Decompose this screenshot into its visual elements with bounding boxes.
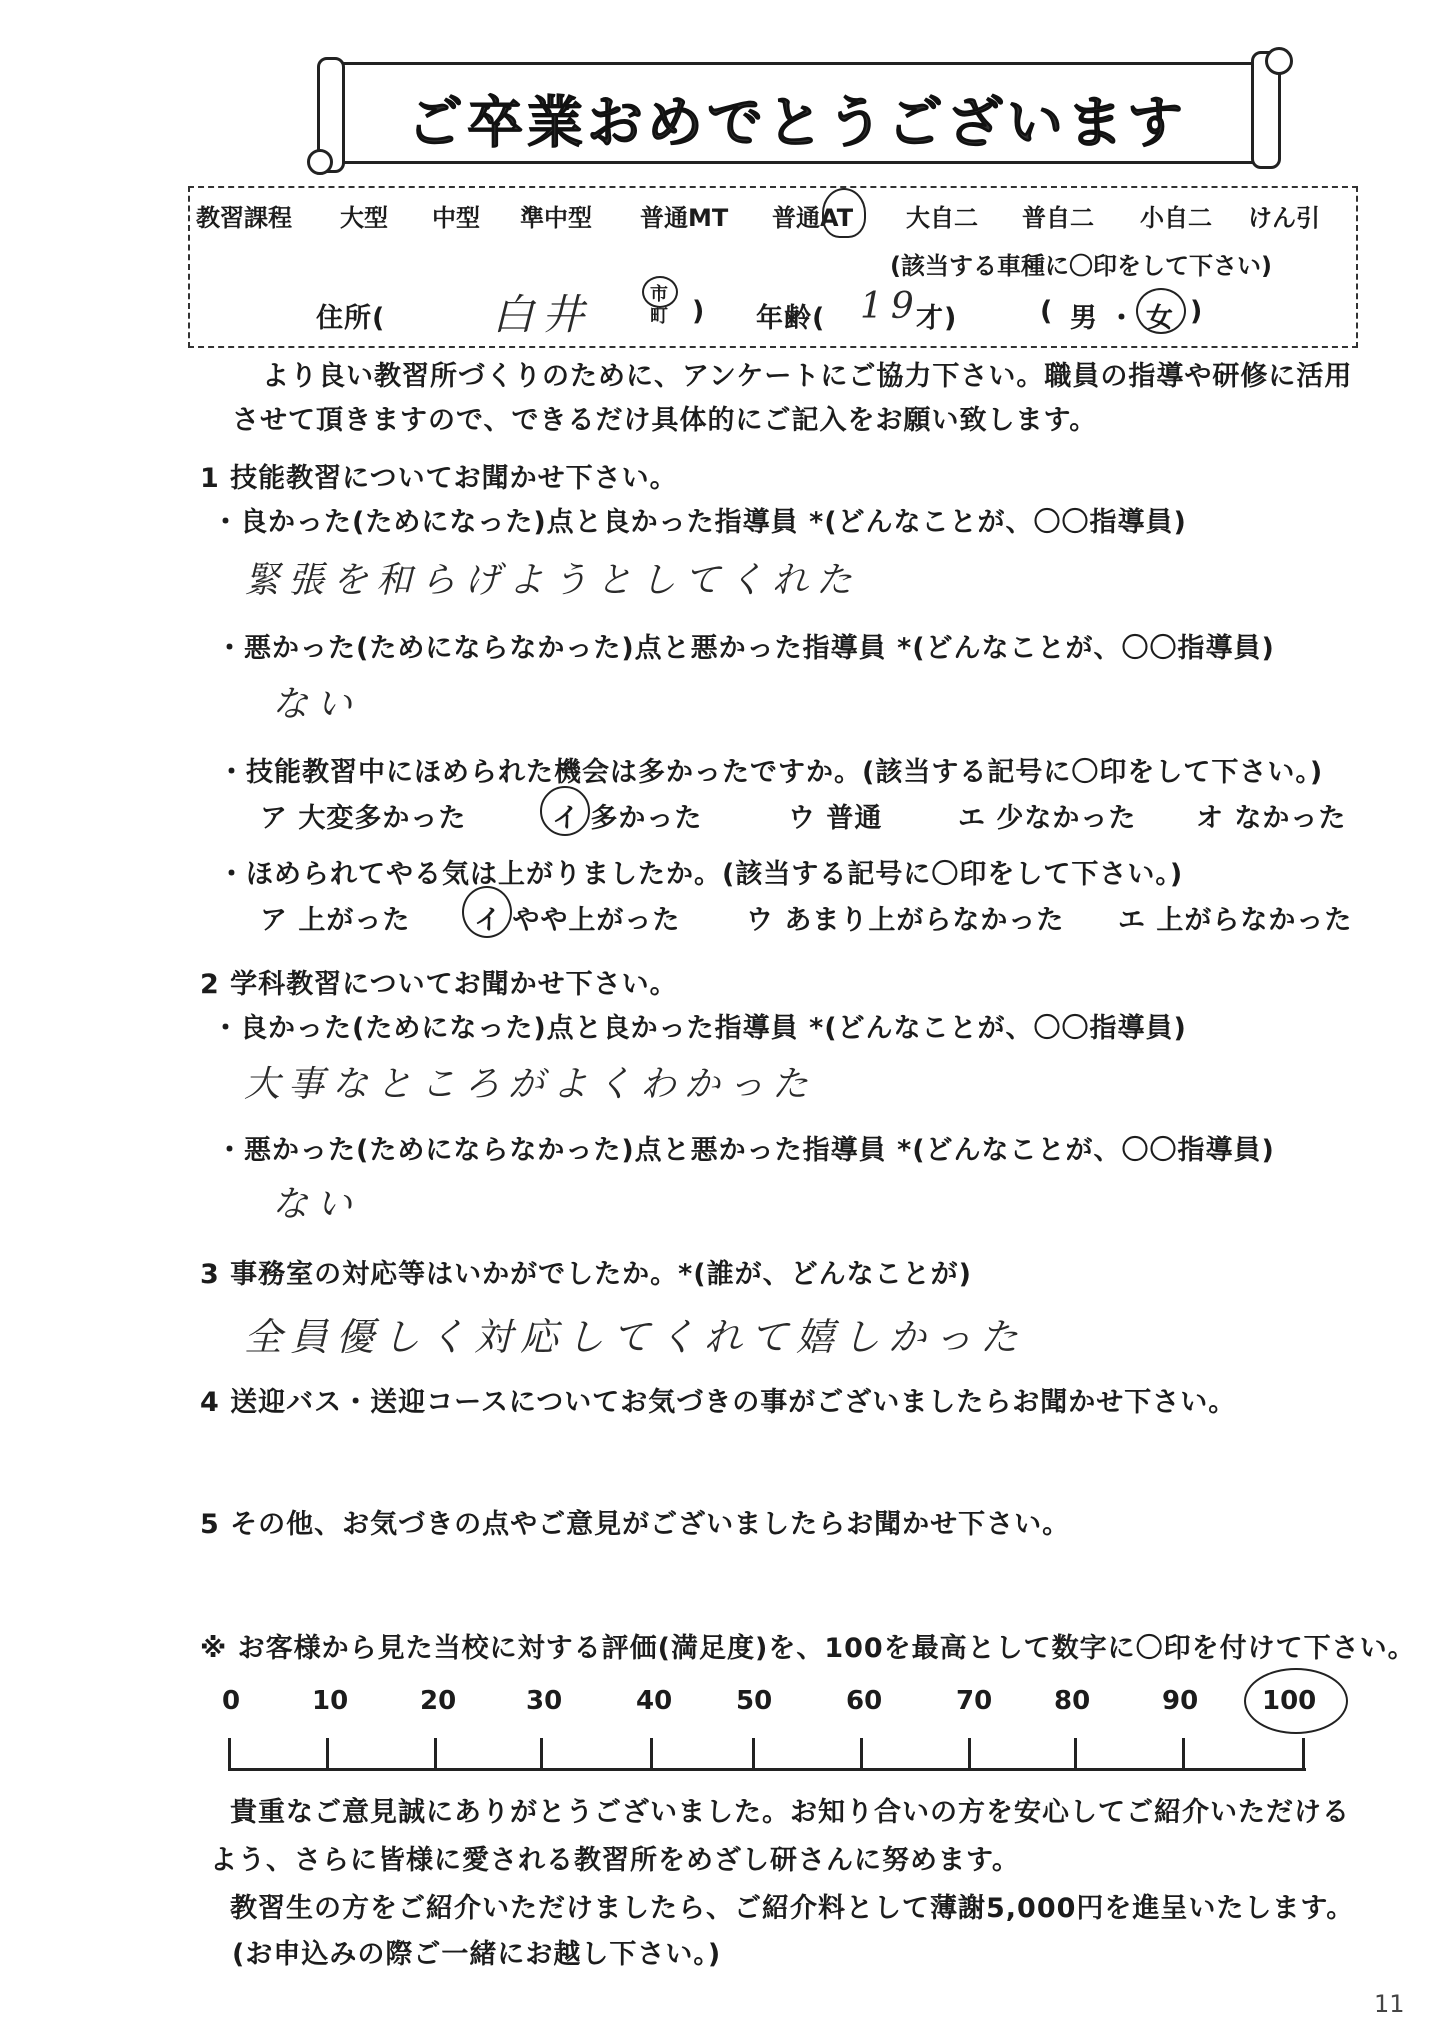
scroll-curl-left-bottom bbox=[307, 149, 333, 175]
page-mark: 11 bbox=[1374, 1990, 1405, 2018]
q1-heading: 1 技能教習についてお聞かせ下さい。 bbox=[200, 463, 678, 494]
age-value[interactable]: 19 bbox=[860, 286, 922, 327]
scale-tick bbox=[650, 1738, 653, 1770]
gender-female[interactable]: 女 bbox=[1146, 303, 1174, 334]
footer-line-4: (お申込みの際ご一緒にお越し下さい。) bbox=[232, 1939, 722, 1970]
course-option[interactable]: 中型 bbox=[432, 204, 480, 232]
q3-answer[interactable]: 全員優しく対応してくれて嬉しかった bbox=[244, 1315, 1027, 1359]
scale-tick bbox=[1182, 1738, 1185, 1770]
scale-number[interactable]: 0 bbox=[222, 1686, 241, 1716]
q3-heading: 3 事務室の対応等はいかがでしたか。*(誰が、どんなことが) bbox=[200, 1259, 972, 1290]
q5-heading: 5 その他、お気づきの点やご意見がございましたらお聞かせ下さい。 bbox=[200, 1509, 1071, 1540]
selection-circle bbox=[642, 276, 678, 308]
course-option[interactable]: けん引 bbox=[1248, 204, 1320, 232]
q1-motivation-option[interactable]: ア 上がった bbox=[260, 905, 411, 936]
gender-separator: ・ bbox=[1108, 303, 1136, 334]
scale-tick bbox=[1074, 1738, 1077, 1770]
selection-circle bbox=[1244, 1668, 1348, 1734]
scale-number[interactable]: 50 bbox=[736, 1686, 773, 1716]
q1-praise-option[interactable]: ア 大変多かった bbox=[260, 803, 467, 834]
scale-number[interactable]: 70 bbox=[956, 1686, 993, 1716]
scale-tick bbox=[752, 1738, 755, 1770]
q2-good-prompt: ・良かった(ためになった)点と良かった指導員 *(どんなことが、〇〇指導員) bbox=[212, 1013, 1187, 1044]
course-option[interactable]: 準中型 bbox=[520, 204, 592, 232]
selection-circle bbox=[462, 886, 512, 938]
selection-circle bbox=[540, 786, 590, 836]
q1-praise-option[interactable]: エ 少なかった bbox=[958, 803, 1137, 834]
q1-good-answer[interactable]: 緊張を和らげようとしてくれた bbox=[244, 560, 861, 601]
scale-tick bbox=[860, 1738, 863, 1770]
scale-tick bbox=[228, 1738, 231, 1770]
q1-motivation-prompt: ・ほめられてやる気は上がりましたか。(該当する記号に〇印をして下さい。) bbox=[218, 859, 1184, 890]
q1-bad-answer[interactable]: ない bbox=[272, 684, 361, 725]
address-unit-city: 市 bbox=[650, 284, 668, 305]
address-label: 住所( bbox=[316, 303, 386, 334]
intro-line-2: させて頂きますので、できるだけ具体的にご記入をお願い致します。 bbox=[232, 405, 1098, 436]
course-option[interactable]: 普自二 bbox=[1022, 204, 1094, 232]
course-instruction: (該当する車種に〇印をして下さい) bbox=[890, 252, 1272, 280]
footer-line-3: 教習生の方をご紹介いただけましたら、ご紹介料として薄謝5,000円を進呈いたします。 bbox=[230, 1893, 1355, 1924]
q1-motivation-option[interactable]: エ 上がらなかった bbox=[1118, 905, 1353, 936]
q1-praise-option[interactable]: ウ 普通 bbox=[788, 803, 883, 834]
selection-circle bbox=[1136, 288, 1186, 334]
footer-line-1: 貴重なご意見誠にありがとうございました。お知り合いの方を安心してご紹介いただける bbox=[230, 1797, 1350, 1828]
scale-tick bbox=[326, 1738, 329, 1770]
scale-number[interactable]: 90 bbox=[1162, 1686, 1199, 1716]
scale-number-selected[interactable]: 100 bbox=[1262, 1686, 1317, 1716]
gender-close: ) bbox=[1190, 296, 1204, 327]
q2-heading: 2 学科教習についてお聞かせ下さい。 bbox=[200, 969, 678, 1000]
course-option[interactable]: 大自二 bbox=[906, 204, 978, 232]
scale-tick bbox=[968, 1738, 971, 1770]
q1-praise-prompt: ・技能教習中にほめられた機会は多かったですか。(該当する記号に〇印をして下さい。) bbox=[218, 757, 1324, 788]
selection-circle bbox=[822, 188, 866, 238]
rating-prompt: ※ お客様から見た当校に対する評価(満足度)を、100を最高として数字に〇印を付けて下さい。 bbox=[200, 1633, 1416, 1664]
course-option[interactable]: 普通MT bbox=[640, 204, 729, 232]
course-option-selected[interactable]: 普通AT bbox=[772, 204, 854, 232]
q1-praise-option-selected[interactable]: イ 多かった bbox=[552, 803, 703, 834]
q2-good-answer[interactable]: 大事なところがよくわかった bbox=[244, 1064, 817, 1105]
scale-tick bbox=[1302, 1738, 1305, 1770]
scale-number[interactable]: 20 bbox=[420, 1686, 457, 1716]
address-close: ) bbox=[692, 296, 706, 327]
scale-tick bbox=[434, 1738, 437, 1770]
q1-bad-prompt: ・悪かった(ためにならなかった)点と悪かった指導員 *(どんなことが、〇〇指導員) bbox=[216, 633, 1275, 664]
q1-praise-option[interactable]: オ なかった bbox=[1196, 803, 1347, 834]
course-label: 教習課程 bbox=[196, 204, 292, 232]
q2-bad-answer[interactable]: ない bbox=[272, 1184, 361, 1225]
scale-tick bbox=[540, 1738, 543, 1770]
q4-heading: 4 送迎バス・送迎コースについてお気づきの事がございましたらお聞かせ下さい。 bbox=[200, 1387, 1237, 1418]
gender-open: ( bbox=[1040, 296, 1054, 327]
age-unit: 才) bbox=[916, 303, 958, 334]
q1-motivation-option[interactable]: ウ あまり上がらなかった bbox=[746, 905, 1065, 936]
scale-number[interactable]: 80 bbox=[1054, 1686, 1091, 1716]
footer-line-2: よう、さらに皆様に愛される教習所をめざし研さんに努めます。 bbox=[210, 1845, 1020, 1876]
q1-good-prompt: ・良かった(ためになった)点と良かった指導員 *(どんなことが、〇〇指導員) bbox=[212, 507, 1187, 538]
scale-number[interactable]: 60 bbox=[846, 1686, 883, 1716]
age-label: 年齢( bbox=[756, 303, 826, 334]
course-option[interactable]: 大型 bbox=[340, 204, 388, 232]
intro-line-1: より良い教習所づくりのために、アンケートにご協力下さい。職員の指導や研修に活用 bbox=[262, 361, 1353, 392]
gender-male[interactable]: 男 bbox=[1070, 303, 1098, 334]
banner-title: ご卒業おめでとうございます bbox=[407, 91, 1187, 156]
q2-bad-prompt: ・悪かった(ためにならなかった)点と悪かった指導員 *(どんなことが、〇〇指導員) bbox=[216, 1135, 1275, 1166]
scroll-curl-right-top bbox=[1265, 47, 1293, 75]
title-banner bbox=[328, 62, 1266, 164]
scale-number[interactable]: 10 bbox=[312, 1686, 349, 1716]
address-unit-town: 町 bbox=[650, 306, 668, 327]
scale-number[interactable]: 40 bbox=[636, 1686, 673, 1716]
rating-scale-line bbox=[228, 1768, 1306, 1771]
q1-motivation-option-selected[interactable]: イ やや上がった bbox=[474, 905, 681, 936]
address-value[interactable]: 白井 bbox=[492, 290, 593, 339]
course-option[interactable]: 小自二 bbox=[1140, 204, 1212, 232]
scale-number[interactable]: 30 bbox=[526, 1686, 563, 1716]
